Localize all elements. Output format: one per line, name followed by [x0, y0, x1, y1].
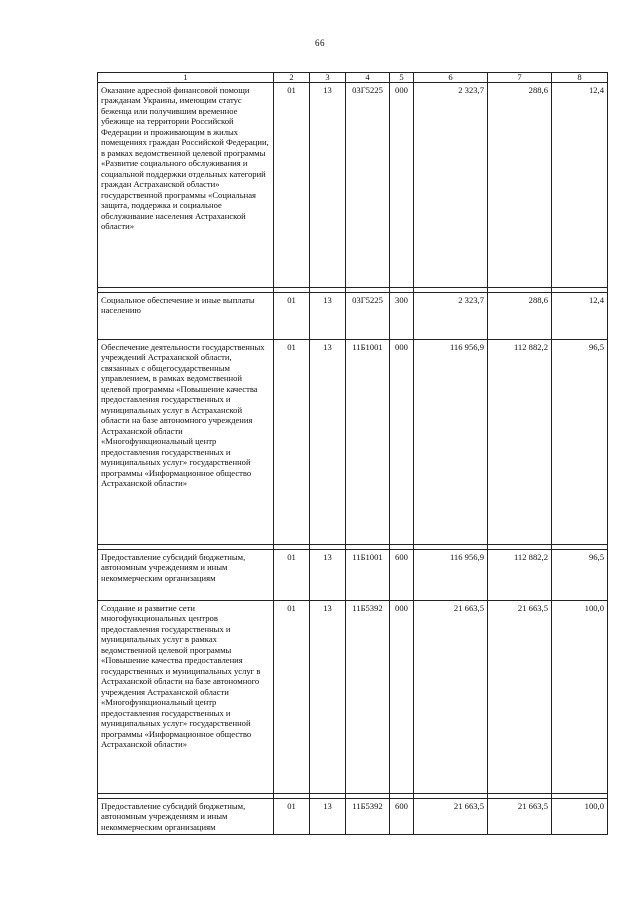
column-number: 3: [310, 73, 346, 83]
section-code: 01: [274, 293, 310, 340]
table-row: [98, 550, 608, 601]
planned-amount: 21 663,5: [414, 799, 488, 835]
section-code: 01: [274, 83, 310, 288]
column-number: 6: [414, 73, 488, 83]
subsection-code: 13: [310, 340, 346, 545]
table-row: [98, 601, 608, 794]
executed-amount: 112 882,2: [488, 340, 552, 545]
executed-amount: 21 663,5: [488, 601, 552, 794]
column-number: 2: [274, 73, 310, 83]
table-row: [98, 293, 608, 340]
executed-amount: 112 882,2: [488, 550, 552, 601]
planned-amount: 21 663,5: [414, 601, 488, 794]
section-code: 01: [274, 550, 310, 601]
column-number: 5: [390, 73, 414, 83]
subsection-code: 13: [310, 799, 346, 835]
planned-amount: 116 956,9: [414, 340, 488, 545]
expense-name: Оказание адресной финансовой помощи гражданам Украины, имеющим статус беженца или получившим временное убежище на территории Российской Федерации и проживающим в жилых помещениях граждан Российской Федерации, в рамках ведомственной целевой программы «Развитие социального обслуживания и социальной поддержки отдельных категорий граждан Астраханской области» государственной программы «Социальная защита, поддержка и социальное обслуживание населения Астраханской области»: [98, 83, 274, 288]
executed-amount: 288,6: [488, 83, 552, 288]
section-code: 01: [274, 340, 310, 545]
execution-percent: 96,5: [552, 550, 608, 601]
target-article-code: 11Б1001: [346, 340, 390, 545]
execution-percent: 12,4: [552, 293, 608, 340]
table-row: [98, 340, 608, 545]
execution-percent: 100,0: [552, 601, 608, 794]
target-article-code: 03Г5225: [346, 293, 390, 340]
section-code: 01: [274, 799, 310, 835]
page-number: 66: [315, 38, 325, 48]
column-number-row: [98, 73, 608, 83]
execution-percent: 100,0: [552, 799, 608, 835]
target-article-code: 11Б1001: [346, 550, 390, 601]
subsection-code: 13: [310, 83, 346, 288]
column-number: 7: [488, 73, 552, 83]
target-article-code: 03Г5225: [346, 83, 390, 288]
table-row: [98, 799, 608, 835]
table-row: [98, 83, 608, 288]
expense-name: Создание и развитие сети многофункциональных центров предоставления государственных и муниципальных услуг в рамках ведомственной целевой программы «Повышение качества предоставления государственных и муниципальных услуг в Астраханской области на базе автономного учреждения Астраханской области «Многофункциональный центр предоставления государственных и муниципальных услуг» государственной программы «Информационное общество Астраханской области»: [98, 601, 274, 794]
budget-table: [97, 72, 608, 835]
executed-amount: 21 663,5: [488, 799, 552, 835]
column-number: 8: [552, 73, 608, 83]
subsection-code: 13: [310, 293, 346, 340]
expense-type-code: 000: [390, 340, 414, 545]
expense-name: Предоставление субсидий бюджетным, автономным учреждениям и иным некоммерческим организациям: [98, 550, 274, 601]
subsection-code: 13: [310, 550, 346, 601]
target-article-code: 11Б5392: [346, 799, 390, 835]
expense-type-code: 600: [390, 799, 414, 835]
expense-name: Предоставление субсидий бюджетным, автономным учреждениям и иным некоммерческим организациям: [98, 799, 274, 835]
execution-percent: 12,4: [552, 83, 608, 288]
executed-amount: 288,6: [488, 293, 552, 340]
section-code: 01: [274, 601, 310, 794]
expense-name: Обеспечение деятельности государственных учреждений Астраханской области, связанных с общегосударственным управлением, в рамках ведомственной целевой программы «Повышение качества предоставления государственных и муниципальных услуг в Астраханской области на базе автономного учреждения Астраханской области «Многофункциональный центр предоставления государственных и муниципальных услуг» государственной программы «Информационное общество Астраханской области»: [98, 340, 274, 545]
expense-type-code: 000: [390, 601, 414, 794]
expense-type-code: 300: [390, 293, 414, 340]
planned-amount: 116 956,9: [414, 550, 488, 601]
column-number: 4: [346, 73, 390, 83]
expense-name: Социальное обеспечение и иные выплаты населению: [98, 293, 274, 340]
column-number: 1: [98, 73, 274, 83]
subsection-code: 13: [310, 601, 346, 794]
execution-percent: 96,5: [552, 340, 608, 545]
planned-amount: 2 323,7: [414, 293, 488, 340]
target-article-code: 11Б5392: [346, 601, 390, 794]
planned-amount: 2 323,7: [414, 83, 488, 288]
expense-type-code: 600: [390, 550, 414, 601]
expense-type-code: 000: [390, 83, 414, 288]
